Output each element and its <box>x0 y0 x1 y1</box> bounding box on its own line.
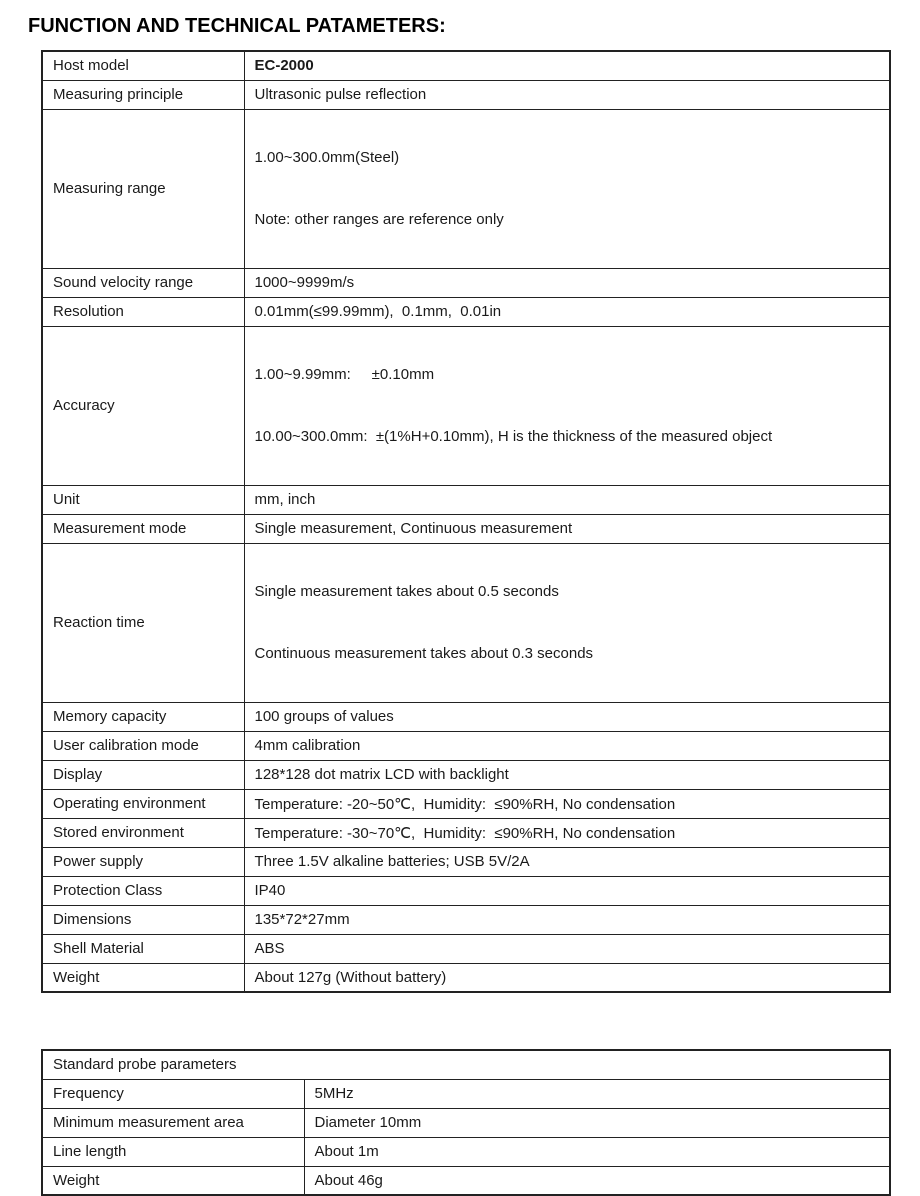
technical-parameters-table <box>41 50 891 993</box>
row-value: 100 groups of values <box>244 702 890 731</box>
row-label: Accuracy <box>42 326 244 485</box>
row-label: Line length <box>42 1137 304 1166</box>
row-value: 128*128 dot matrix LCD with backlight <box>244 760 890 789</box>
row-value: Single measurement, Continuous measurement <box>244 514 890 543</box>
row-value: IP40 <box>244 876 890 905</box>
row-label: Sound velocity range <box>42 268 244 297</box>
row-value: ABS <box>244 934 890 963</box>
value-line: Single measurement takes about 0.5 seconds <box>254 582 559 600</box>
value-line: Note: other ranges are reference only <box>254 210 504 228</box>
value-line: 1.00~9.99mm: ±0.10mm <box>254 365 435 383</box>
row-value: About 127g (Without battery) <box>244 963 890 992</box>
value-line: 10.00~300.0mm: ±(1%H+0.10mm), H is the thickness of the measured object <box>254 427 773 445</box>
table-row-shell-material <box>42 934 890 963</box>
row-label: Power supply <box>42 847 244 876</box>
probe-table-header: Standard probe parameters <box>42 1050 890 1079</box>
row-label: Frequency <box>42 1079 304 1108</box>
row-label: Minimum measurement area <box>42 1108 304 1137</box>
row-value: 4mm calibration <box>244 731 890 760</box>
table-row-power-supply <box>42 847 890 876</box>
row-value <box>244 543 890 702</box>
row-label: Measurement mode <box>42 514 244 543</box>
row-value <box>244 109 890 268</box>
row-label: Resolution <box>42 297 244 326</box>
row-label: Unit <box>42 485 244 514</box>
table-row-sound-velocity-range <box>42 268 890 297</box>
row-label: Display <box>42 760 244 789</box>
row-label: Reaction time <box>42 543 244 702</box>
row-label: Shell Material <box>42 934 244 963</box>
table-row-probe-weight <box>42 1166 890 1195</box>
row-label: Weight <box>42 1166 304 1195</box>
row-value: About 46g <box>304 1166 890 1195</box>
row-value: Ultrasonic pulse reflection <box>244 80 890 109</box>
row-value: mm, inch <box>244 485 890 514</box>
row-label: Host model <box>42 51 244 80</box>
row-value: EC-2000 <box>244 51 890 80</box>
row-label: Operating environment <box>42 789 244 818</box>
table-row-user-calibration-mode <box>42 731 890 760</box>
row-label: Stored environment <box>42 818 244 847</box>
row-value: 0.01mm(≤99.99mm), 0.1mm, 0.01in <box>244 297 890 326</box>
table-row-host-model <box>42 51 890 80</box>
table-row-display <box>42 760 890 789</box>
row-label: Protection Class <box>42 876 244 905</box>
table-row-reaction-time <box>42 543 890 702</box>
page-title: FUNCTION AND TECHNICAL PATAMETERS: <box>28 15 446 37</box>
table-row-operating-environment <box>42 789 890 818</box>
table-row-unit <box>42 485 890 514</box>
table-row-measurement-mode <box>42 514 890 543</box>
table-header-row <box>42 1050 890 1079</box>
row-value: 135*72*27mm <box>244 905 890 934</box>
row-label: Measuring principle <box>42 80 244 109</box>
table-row-stored-environment <box>42 818 890 847</box>
table-row-resolution <box>42 297 890 326</box>
table-row-weight <box>42 963 890 992</box>
table-row-memory-capacity <box>42 702 890 731</box>
table-row-line-length <box>42 1137 890 1166</box>
row-value: 5MHz <box>304 1079 890 1108</box>
row-label: Dimensions <box>42 905 244 934</box>
row-value: Temperature: -20~50℃, Humidity: ≤90%RH, No condensation <box>244 789 890 818</box>
value-line: Continuous measurement takes about 0.3 seconds <box>254 644 594 662</box>
row-value: Temperature: -30~70℃, Humidity: ≤90%RH, No condensation <box>244 818 890 847</box>
table-row-accuracy <box>42 326 890 485</box>
row-value: 1000~9999m/s <box>244 268 890 297</box>
row-value: Diameter 10mm <box>304 1108 890 1137</box>
value-line: 1.00~300.0mm(Steel) <box>254 148 400 166</box>
table-row-protection-class <box>42 876 890 905</box>
row-label: Memory capacity <box>42 702 244 731</box>
table-row-measuring-range <box>42 109 890 268</box>
row-value: Three 1.5V alkaline batteries; USB 5V/2A <box>244 847 890 876</box>
row-value <box>244 326 890 485</box>
row-label: Measuring range <box>42 109 244 268</box>
table-row-minimum-measurement-area <box>42 1108 890 1137</box>
standard-probe-parameters-table <box>41 1049 891 1196</box>
table-row-frequency <box>42 1079 890 1108</box>
row-label: Weight <box>42 963 244 992</box>
row-value: About 1m <box>304 1137 890 1166</box>
table-row-measuring-principle <box>42 80 890 109</box>
row-label: User calibration mode <box>42 731 244 760</box>
